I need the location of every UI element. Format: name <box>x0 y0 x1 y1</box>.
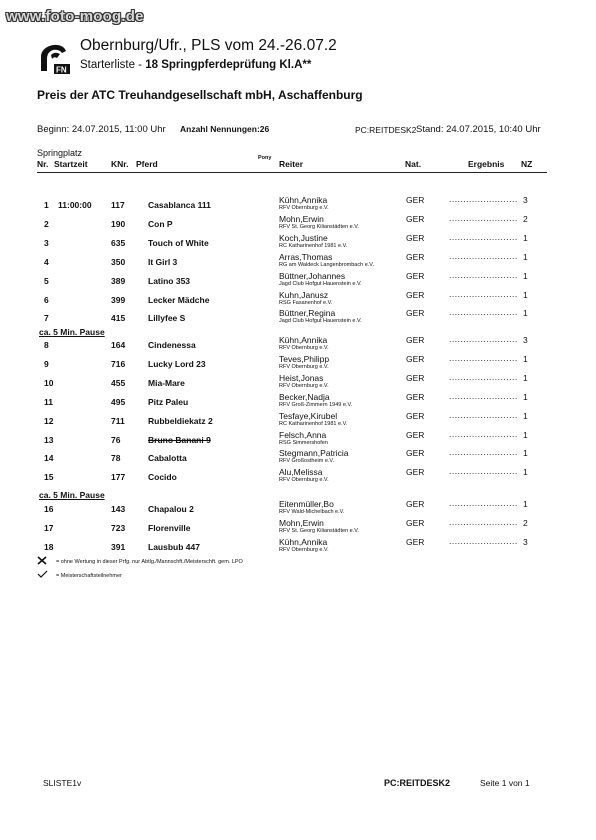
rider-club: RSG Fasanenhof e.V. <box>279 299 333 306</box>
horse-name: Lucky Lord 23 <box>148 358 206 369</box>
rider-club: RG am Waldeck Langenbrombach e.V. <box>279 261 374 268</box>
rider-name: Heist,Jonas <box>279 372 324 383</box>
rider-name: Koch,Justine <box>279 232 328 243</box>
nation: GER <box>406 372 425 383</box>
rider-club: RFV Obernburg e.V. <box>279 382 329 389</box>
horse-name: Con P <box>148 218 173 229</box>
check-icon <box>37 570 48 578</box>
cross-icon <box>37 556 47 565</box>
result-field: ........................ <box>449 212 518 223</box>
horse-number: 117 <box>111 200 125 210</box>
rider-club: RFV Obernburg e.V. <box>279 345 329 351</box>
start-number: 10 <box>44 377 54 388</box>
result-field: ........................ <box>449 288 518 299</box>
rider-club: RFV Groß-Zimmern 1949 e.V. <box>279 401 353 408</box>
nation: GER <box>406 467 425 478</box>
legend-check-text: = Meisterschaftsteilnehmer <box>56 573 122 579</box>
result-field: ........................ <box>449 250 518 261</box>
start-number: 12 <box>44 415 54 426</box>
horse-name: It Girl 3 <box>148 256 178 267</box>
nation: GER <box>406 195 425 205</box>
result-field: ........................ <box>449 498 518 508</box>
result-field: ........................ <box>449 307 518 318</box>
rider-name: Eitenmüller,Bo <box>279 499 334 509</box>
entries-count: Anzahl Nennungen:26 <box>180 124 270 134</box>
pause-label: ca. 5 Min. Pause <box>39 327 105 337</box>
horse-name: Pitz Paleu <box>148 396 189 407</box>
nz-value: 1 <box>523 289 528 300</box>
nz-value: 1 <box>523 467 528 478</box>
begin-time: Beginn: 24.07.2015, 11:00 Uhr <box>37 124 166 135</box>
result-field: ........................ <box>449 447 518 458</box>
starterliste-label: Starterliste - <box>80 59 142 71</box>
rider-name: Arras,Thomas <box>279 251 333 262</box>
svg-text:FN: FN <box>56 65 67 75</box>
start-number: 2 <box>44 218 49 229</box>
footer-left: SLISTE1v <box>43 778 82 788</box>
rider-name: Mohn,Erwin <box>279 213 324 224</box>
rider-club: RFV St. Georg Kilianstädten e.V. <box>279 527 359 534</box>
rider-club: RC Katharinenhof 1981 e.V. <box>279 420 348 427</box>
nz-value: 1 <box>523 391 528 402</box>
rider-name: Becker,Nadja <box>279 391 330 402</box>
horse-name: Casablanca 111 <box>148 200 211 210</box>
rider-club: RFV Großostheim e.V. <box>279 458 335 465</box>
nz-value: 1 <box>523 429 528 440</box>
rider-name: Kuhn,Janusz <box>279 289 329 300</box>
start-number: 8 <box>44 340 49 350</box>
col-knr: KNr. <box>111 159 129 169</box>
rider-name: Felsch,Anna <box>279 429 327 440</box>
footer-center: PC:REITDESK2 <box>384 778 451 788</box>
start-number: 4 <box>44 256 49 267</box>
start-number: 15 <box>44 472 54 483</box>
result-field: ........................ <box>449 466 518 477</box>
rider-club: Jagd Club Hofgut Hauenstein e.V. <box>279 280 362 287</box>
start-number: 3 <box>44 237 49 248</box>
nation: GER <box>406 353 425 364</box>
horse-number: 399 <box>111 294 126 305</box>
rider-name: Alu,Melissa <box>279 467 323 478</box>
start-number: 11 <box>44 396 53 407</box>
horse-number: 190 <box>111 218 126 229</box>
start-number: 17 <box>44 522 54 533</box>
nation: GER <box>406 213 425 224</box>
col-nz: NZ <box>521 159 533 169</box>
nz-value: 1 <box>523 232 528 243</box>
start-number: 7 <box>44 313 49 324</box>
horse-name: Bruno Banani 9 <box>148 434 211 445</box>
rider-name: Kühn,Annika <box>279 195 328 205</box>
nation: GER <box>406 270 425 281</box>
rider-name: Teves,Philipp <box>279 353 330 364</box>
nation: GER <box>406 499 425 509</box>
table-row <box>0 466 596 491</box>
rider-club: RSG Simmershofen <box>279 439 328 446</box>
start-number: 1 <box>44 200 49 210</box>
horse-name: Lecker Mädche <box>148 294 210 305</box>
rider-club: RFV Obernburg e.V. <box>279 477 329 484</box>
legend-cross-text: = ohne Wertung in dieser Prfg. nur Abtlg./Mannschft./Meisterschft. gem. LPO <box>56 559 243 565</box>
nation: GER <box>406 251 425 262</box>
horse-number: 164 <box>111 340 126 350</box>
nz-value: 1 <box>523 353 528 364</box>
horse-number: 415 <box>111 313 126 324</box>
page-title: Obernburg/Ufr., PLS vom 24.-26.07.2 <box>80 37 337 54</box>
horse-number: 723 <box>111 522 126 533</box>
horse-number: 495 <box>111 396 126 407</box>
pc-name: PC:REITDESK2 <box>355 125 417 135</box>
nation: GER <box>406 429 425 440</box>
nz-value: 1 <box>523 499 528 509</box>
horse-number: 76 <box>111 434 121 445</box>
nz-value: 3 <box>523 335 528 345</box>
horse-name: Touch of White <box>148 237 209 248</box>
horse-name: Lausbub 447 <box>148 541 200 552</box>
rider-club: RFV Obernburg e.V. <box>279 205 329 211</box>
rider-name: Tesfaye,Kirubel <box>279 410 338 421</box>
horse-name: Chapalou 2 <box>148 504 194 514</box>
col-ergebnis: Ergebnis <box>468 159 505 169</box>
nz-value: 1 <box>523 308 528 319</box>
nation: GER <box>406 517 425 528</box>
nation: GER <box>406 232 425 243</box>
competition-line <box>80 59 311 71</box>
col-reiter: Reiter <box>279 159 304 169</box>
result-field: ........................ <box>449 535 518 546</box>
col-nr: Nr. <box>37 159 49 169</box>
watermark: www.foto-moog.de <box>6 8 144 25</box>
horse-number: 143 <box>111 504 126 514</box>
nz-value: 1 <box>523 270 528 281</box>
horse-number: 391 <box>111 541 126 552</box>
nation: GER <box>406 410 425 421</box>
result-field: ........................ <box>449 334 518 344</box>
col-pferd: Pferd <box>136 159 158 169</box>
nation: GER <box>406 335 425 345</box>
nz-value: 3 <box>523 195 528 205</box>
horse-name: Cocido <box>148 472 177 483</box>
rider-club: RC Katharinenhof 1981 e.V. <box>279 242 348 249</box>
rider-name: Büttner,Regina <box>279 308 336 319</box>
start-number: 18 <box>44 541 54 552</box>
result-field: ........................ <box>449 194 518 204</box>
rider-name: Mohn,Erwin <box>279 517 324 528</box>
nation: GER <box>406 391 425 402</box>
nz-value: 3 <box>523 536 528 547</box>
result-field: ........................ <box>449 269 518 280</box>
stand-time: Stand: 24.07.2015, 10:40 Uhr <box>416 124 541 135</box>
nz-value: 1 <box>523 448 528 459</box>
nz-value: 2 <box>523 517 528 528</box>
rider-club: RFV Obernburg e.V. <box>279 363 329 370</box>
horse-number: 716 <box>111 358 126 369</box>
footer-right: Seite 1 von 1 <box>480 778 530 788</box>
col-nat: Nat. <box>405 159 422 169</box>
start-number: 13 <box>44 434 54 445</box>
horse-name: Mia-Mare <box>148 377 185 388</box>
nz-value: 1 <box>523 410 528 421</box>
result-field: ........................ <box>449 516 518 527</box>
rider-name: Kühn,Annika <box>279 335 328 345</box>
rider-name: Kühn,Annika <box>279 536 328 547</box>
horse-number: 350 <box>111 256 126 267</box>
rider-club: RFV Obernburg e.V. <box>279 546 329 553</box>
result-field: ........................ <box>449 352 518 363</box>
horse-name: Latino 353 <box>148 275 191 286</box>
horse-number: 711 <box>111 415 125 426</box>
table-row <box>0 535 596 561</box>
nation: GER <box>406 448 425 459</box>
nz-value: 2 <box>523 213 528 224</box>
nz-value: 1 <box>523 251 528 262</box>
rider-club: RFV St. Georg Kilianstädten e.V. <box>279 223 359 230</box>
fn-logo-icon <box>37 41 71 75</box>
result-field: ........................ <box>449 390 518 401</box>
horse-number: 78 <box>111 453 121 464</box>
start-number: 16 <box>44 504 54 514</box>
horse-number: 635 <box>111 237 126 248</box>
result-field: ........................ <box>449 428 518 439</box>
rider-club: Jagd Club Hofgut Hauenstein e.V. <box>279 318 362 325</box>
start-time: 11:00:00 <box>58 200 92 210</box>
rider-name: Büttner,Johannes <box>279 270 346 281</box>
horse-name: Cindenessa <box>148 340 196 350</box>
horse-name: Cabalotta <box>148 453 187 464</box>
horse-name: Rubbeldiekatz 2 <box>148 415 213 426</box>
result-field: ........................ <box>449 409 518 420</box>
pause-label: ca. 5 Min. Pause <box>39 490 105 500</box>
horse-number: 177 <box>111 472 126 483</box>
horse-name: Florenville <box>148 522 191 533</box>
rider-name: Stegmann,Patricia <box>279 448 349 459</box>
competition-name: 18 Springpferdeprüfung Kl.A** <box>145 59 312 71</box>
springplatz-label: Springplatz <box>37 148 83 158</box>
nz-value: 1 <box>523 372 528 383</box>
horse-name: Lillyfee S <box>148 313 186 324</box>
col-pony: Pony <box>258 155 272 161</box>
start-number: 6 <box>44 294 49 305</box>
horse-number: 455 <box>111 377 126 388</box>
prize-title: Preis der ATC Treuhandgesellschaft mbH, Aschaffenburg <box>37 88 363 102</box>
result-field: ........................ <box>449 371 518 382</box>
nation: GER <box>406 536 425 547</box>
nation: GER <box>406 308 425 319</box>
horse-number: 389 <box>111 275 126 286</box>
start-number: 14 <box>44 453 54 464</box>
nation: GER <box>406 289 425 300</box>
start-number: 9 <box>44 358 49 369</box>
start-number: 5 <box>44 275 49 286</box>
rider-club: RFV Wald-Michelbach e.V. <box>279 509 345 515</box>
col-startzeit: Startzeit <box>54 159 88 169</box>
result-field: ........................ <box>449 231 518 242</box>
header-rule <box>37 172 547 173</box>
